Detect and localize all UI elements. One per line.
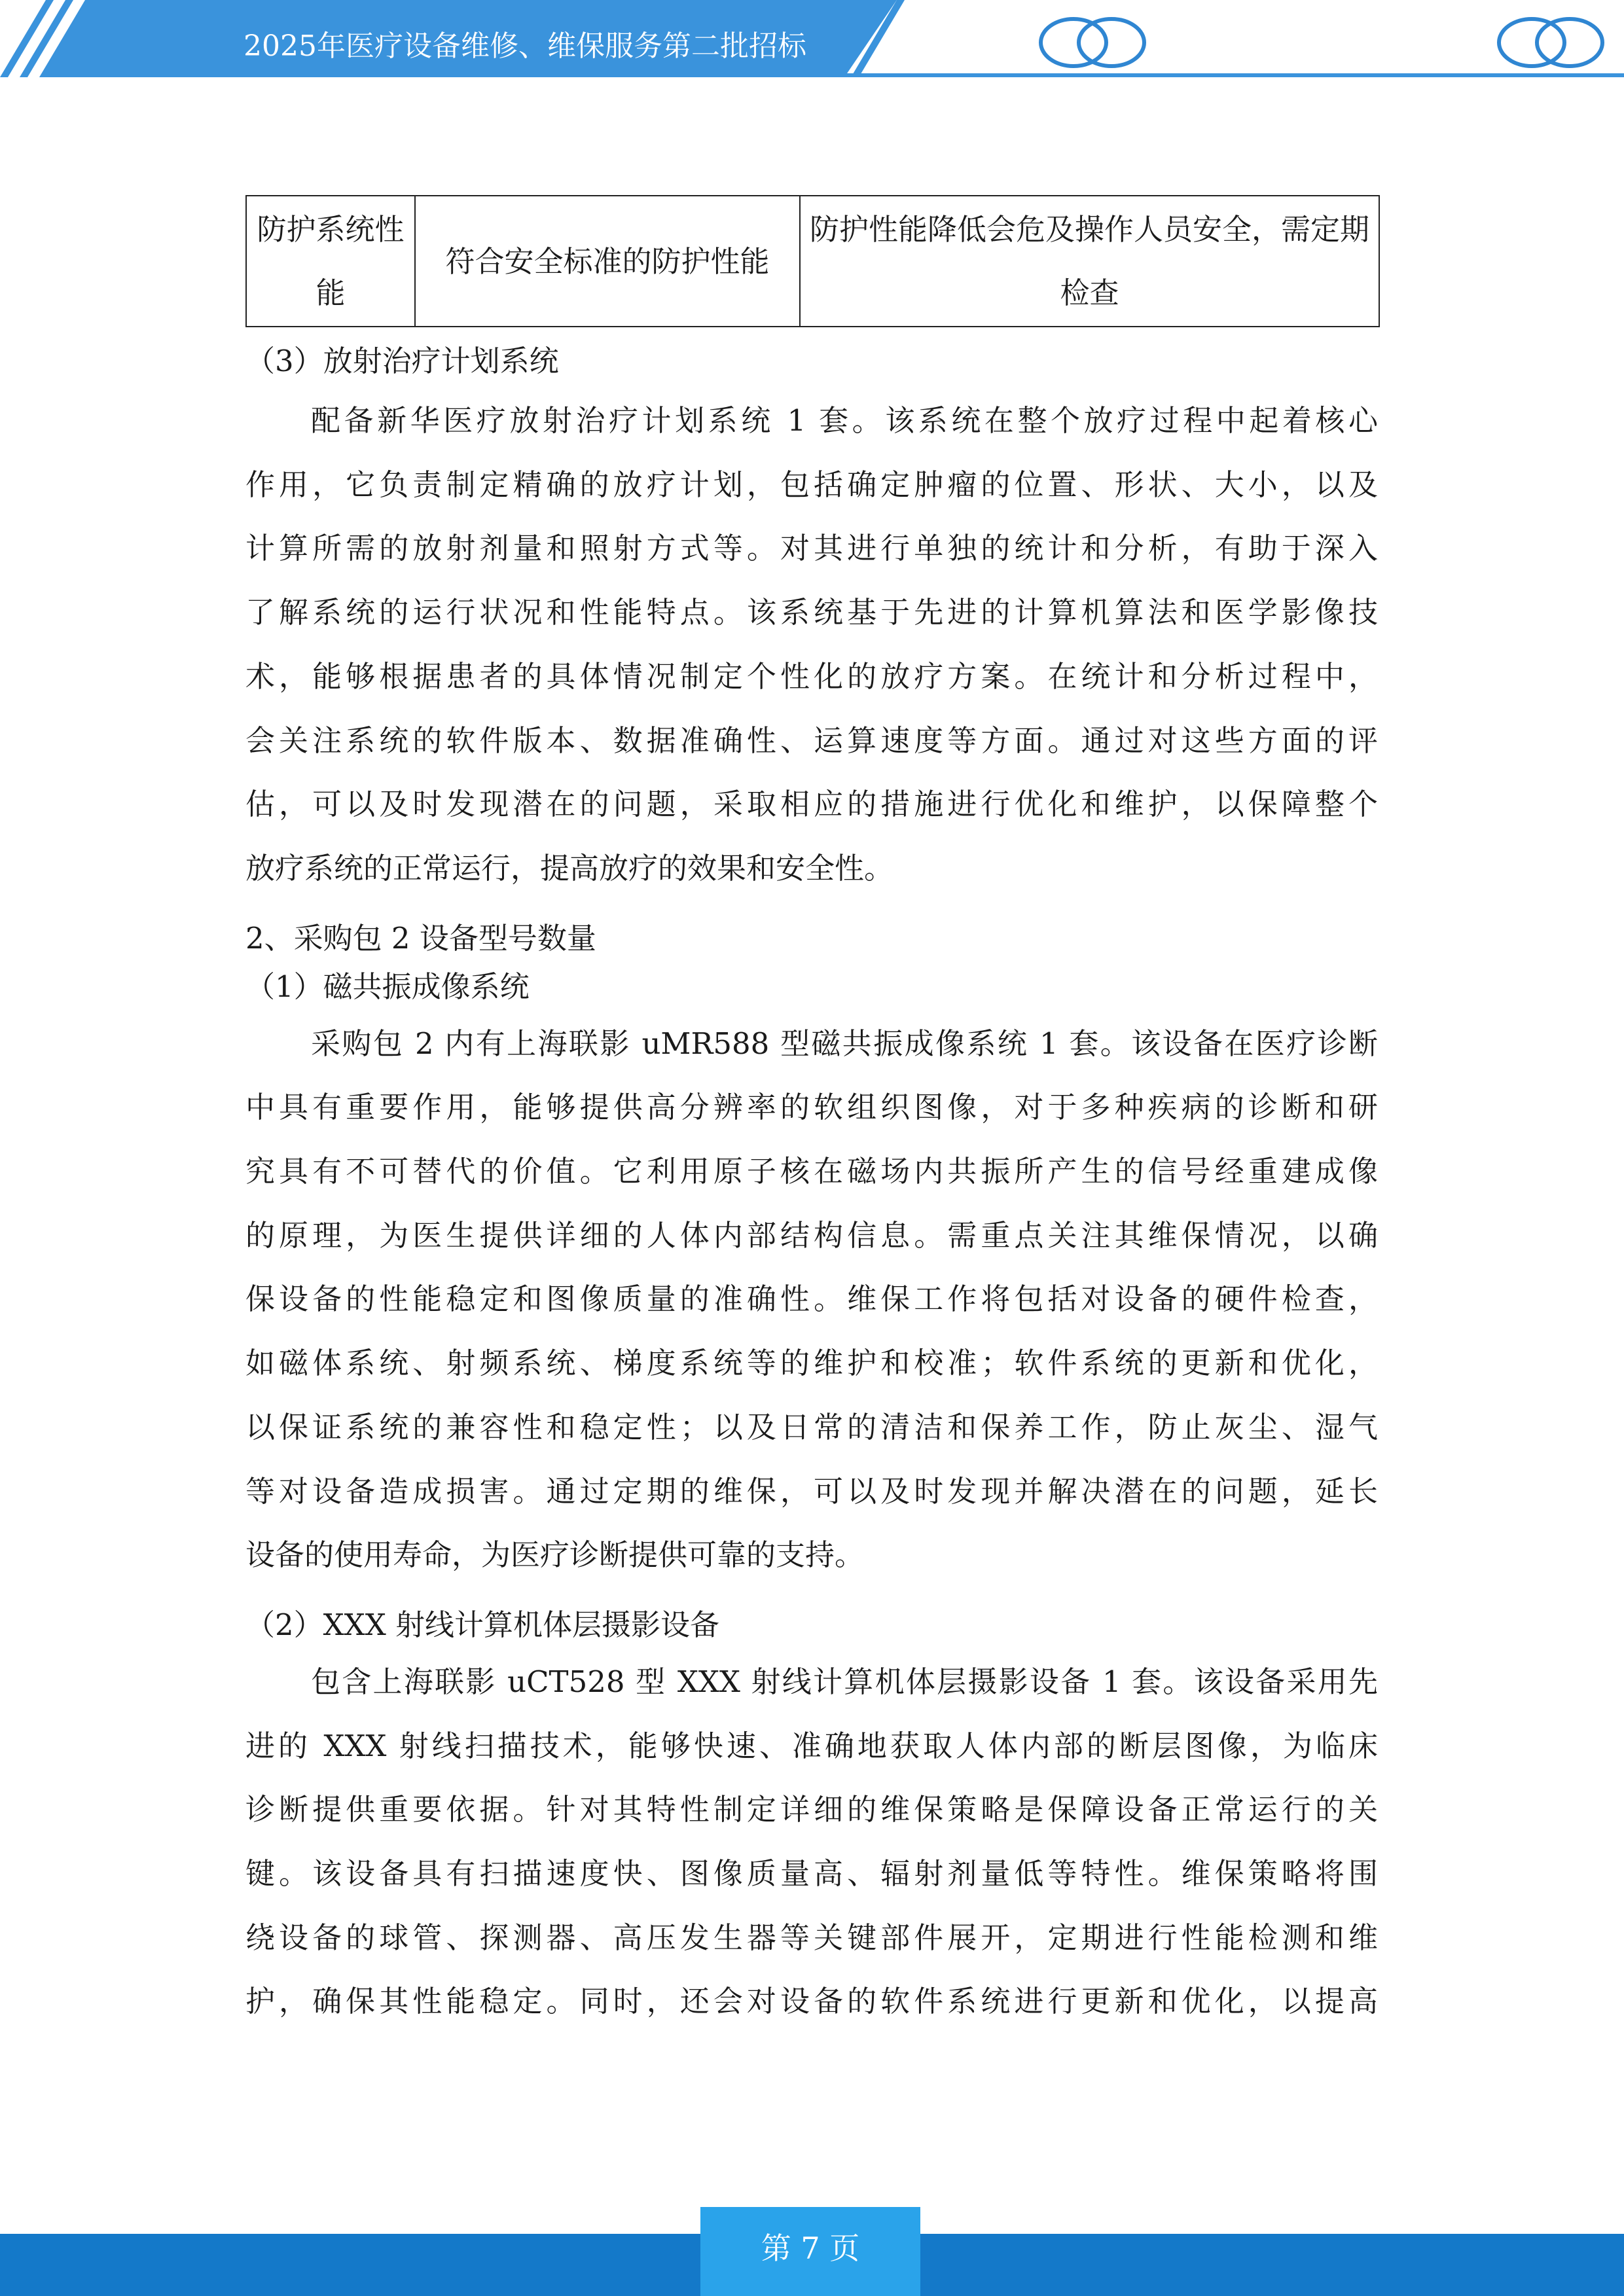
section-heading: （3）放射治疗计划系统 xyxy=(245,344,559,378)
paragraph xyxy=(245,1650,1378,2034)
table-cell: 防护性能降低会危及操作人员安全，需定期检查 xyxy=(800,196,1379,327)
paragraph xyxy=(245,389,1378,901)
text-line: 设备的使用寿命，为医疗诊断提供可靠的支持。 xyxy=(245,1537,865,1573)
text-line: 键。该设备具有扫描速度快、图像质量高、辐射剂量低等特性。维保策略将围 xyxy=(245,1856,1378,1892)
text-line: 作用，它负责制定精确的放疗计划，包括确定肿瘤的位置、形状、大小，以及 xyxy=(245,467,1378,502)
subsection-heading: （2）XXX 射线计算机体层摄影设备 xyxy=(245,1607,720,1642)
text-line: 进的 XXX 射线扫描技术，能够快速、准确地获取人体内部的断层图像，为临床 xyxy=(245,1728,1378,1763)
table-cell: 防护系统性能 xyxy=(246,196,415,327)
text-line: 以保证系统的兼容性和稳定性；以及日常的清洁和保养工作，防止灰尘、湿气 xyxy=(245,1409,1378,1444)
section-heading: 2、采购包 2 设备型号数量 xyxy=(245,920,596,956)
table-cell: 符合安全标准的防护性能 xyxy=(415,196,800,327)
text-line: 配备新华医疗放射治疗计划系统 1 套。该系统在整个放疗过程中起着核心 xyxy=(311,403,1378,438)
text-line: 术，能够根据患者的具体情况制定个性化的放疗方案。在统计和分析过程中， xyxy=(245,658,1378,694)
text-line: 如磁体系统、射频系统、梯度系统等的维护和校准；软件系统的更新和优化， xyxy=(245,1346,1378,1381)
text-line: 计算所需的放射剂量和照射方式等。对其进行单独的统计和分析，有助于深入 xyxy=(245,531,1378,566)
text-line: 了解系统的运行状况和性能特点。该系统基于先进的计算机算法和医学影像技 xyxy=(245,595,1378,630)
table-row xyxy=(246,196,1379,327)
header-title: 2025年医疗设备维修、维保服务第二批招标 xyxy=(244,29,806,63)
text-line: 包含上海联影 uCT528 型 XXX 射线计算机体层摄影设备 1 套。该设备采用先 xyxy=(311,1664,1378,1699)
text-line: 绕设备的球管、探测器、高压发生器等关键部件展开，定期进行性能检测和维 xyxy=(245,1920,1378,1955)
text-line: 采购包 2 内有上海联影 uMR588 型磁共振成像系统 1 套。该设备在医疗诊断 xyxy=(311,1026,1378,1061)
text-line: 护，确保其性能稳定。同时，还会对设备的软件系统进行更新和优化，以提高 xyxy=(245,1984,1378,2019)
double-ring-logo-icon xyxy=(1034,14,1152,73)
spec-table xyxy=(245,195,1380,327)
paragraph xyxy=(245,1012,1378,1587)
double-ring-logo-icon xyxy=(1492,14,1610,73)
text-line: 究具有不可替代的价值。它利用原子核在磁场内共振所产生的信号经重建成像 xyxy=(245,1154,1378,1189)
subsection-heading: （1）磁共振成像系统 xyxy=(245,969,530,1004)
text-line: 会关注系统的软件版本、数据准确性、运算速度等方面。通过对这些方面的评 xyxy=(245,723,1378,758)
text-line: 保设备的性能稳定和图像质量的准确性。维保工作将包括对设备的硬件检查， xyxy=(245,1282,1378,1317)
text-line: 中具有重要作用，能够提供高分辨率的软组织图像，对于多种疾病的诊断和研 xyxy=(245,1090,1378,1125)
text-line: 估，可以及时发现潜在的问题，采取相应的措施进行优化和维护，以保障整个 xyxy=(245,787,1378,822)
text-line: 诊断提供重要依据。针对其特性制定详细的维保策略是保障设备正常运行的关 xyxy=(245,1792,1378,1827)
page-number: 第 7 页 xyxy=(761,2231,860,2266)
text-line: 放疗系统的正常运行，提高放疗的效果和安全性。 xyxy=(245,850,894,886)
text-line: 的原理，为医生提供详细的人体内部结构信息。需重点关注其维保情况，以确 xyxy=(245,1217,1378,1253)
document-body xyxy=(245,195,1378,2034)
text-line: 等对设备造成损害。通过定期的维保，可以及时发现并解决潜在的问题，延长 xyxy=(245,1473,1378,1509)
